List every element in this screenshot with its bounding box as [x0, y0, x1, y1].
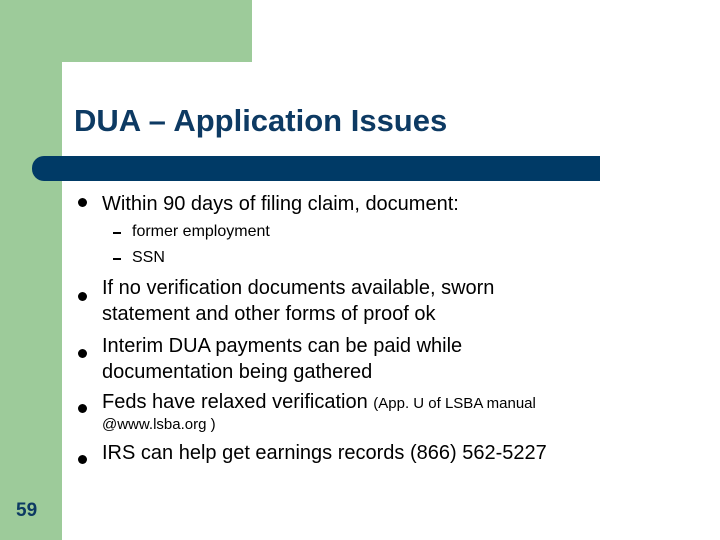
bullet-text: IRS can help get earnings records (866) 562-5227: [102, 442, 547, 464]
bullet-text: Within 90 days of filing claim, document:: [102, 193, 459, 215]
dash-icon: [113, 232, 121, 234]
bullet-icon: [78, 292, 87, 301]
bullet-icon: [78, 404, 87, 413]
slide-title: DUA – Application Issues: [74, 103, 448, 138]
bullet-text-main: Feds have relaxed verification: [102, 391, 368, 413]
sub-bullet-text: SSN: [132, 249, 165, 266]
bullet-icon: [78, 198, 87, 207]
bullet-text-line: If no verification documents available, sworn: [102, 277, 495, 299]
bullet-text-line: Interim DUA payments can be paid while: [102, 335, 463, 357]
page-number: 59: [16, 500, 38, 521]
title-underline-bar: [32, 156, 600, 181]
bullet-icon: [78, 349, 87, 358]
sub-bullet-text: former employment: [132, 223, 270, 240]
bullet-text-line: documentation being gathered: [102, 361, 373, 383]
bullet-text-note: @www.lsba.org ): [102, 416, 216, 433]
bullet-text-line: statement and other forms of proof ok: [102, 303, 436, 325]
dash-icon: [113, 258, 121, 260]
bullet-text-line: [102, 389, 536, 417]
left-accent-bar: [0, 0, 62, 540]
bullet-icon: [78, 455, 87, 464]
bullet-text-note: (App. U of LSBA manual: [373, 395, 536, 412]
